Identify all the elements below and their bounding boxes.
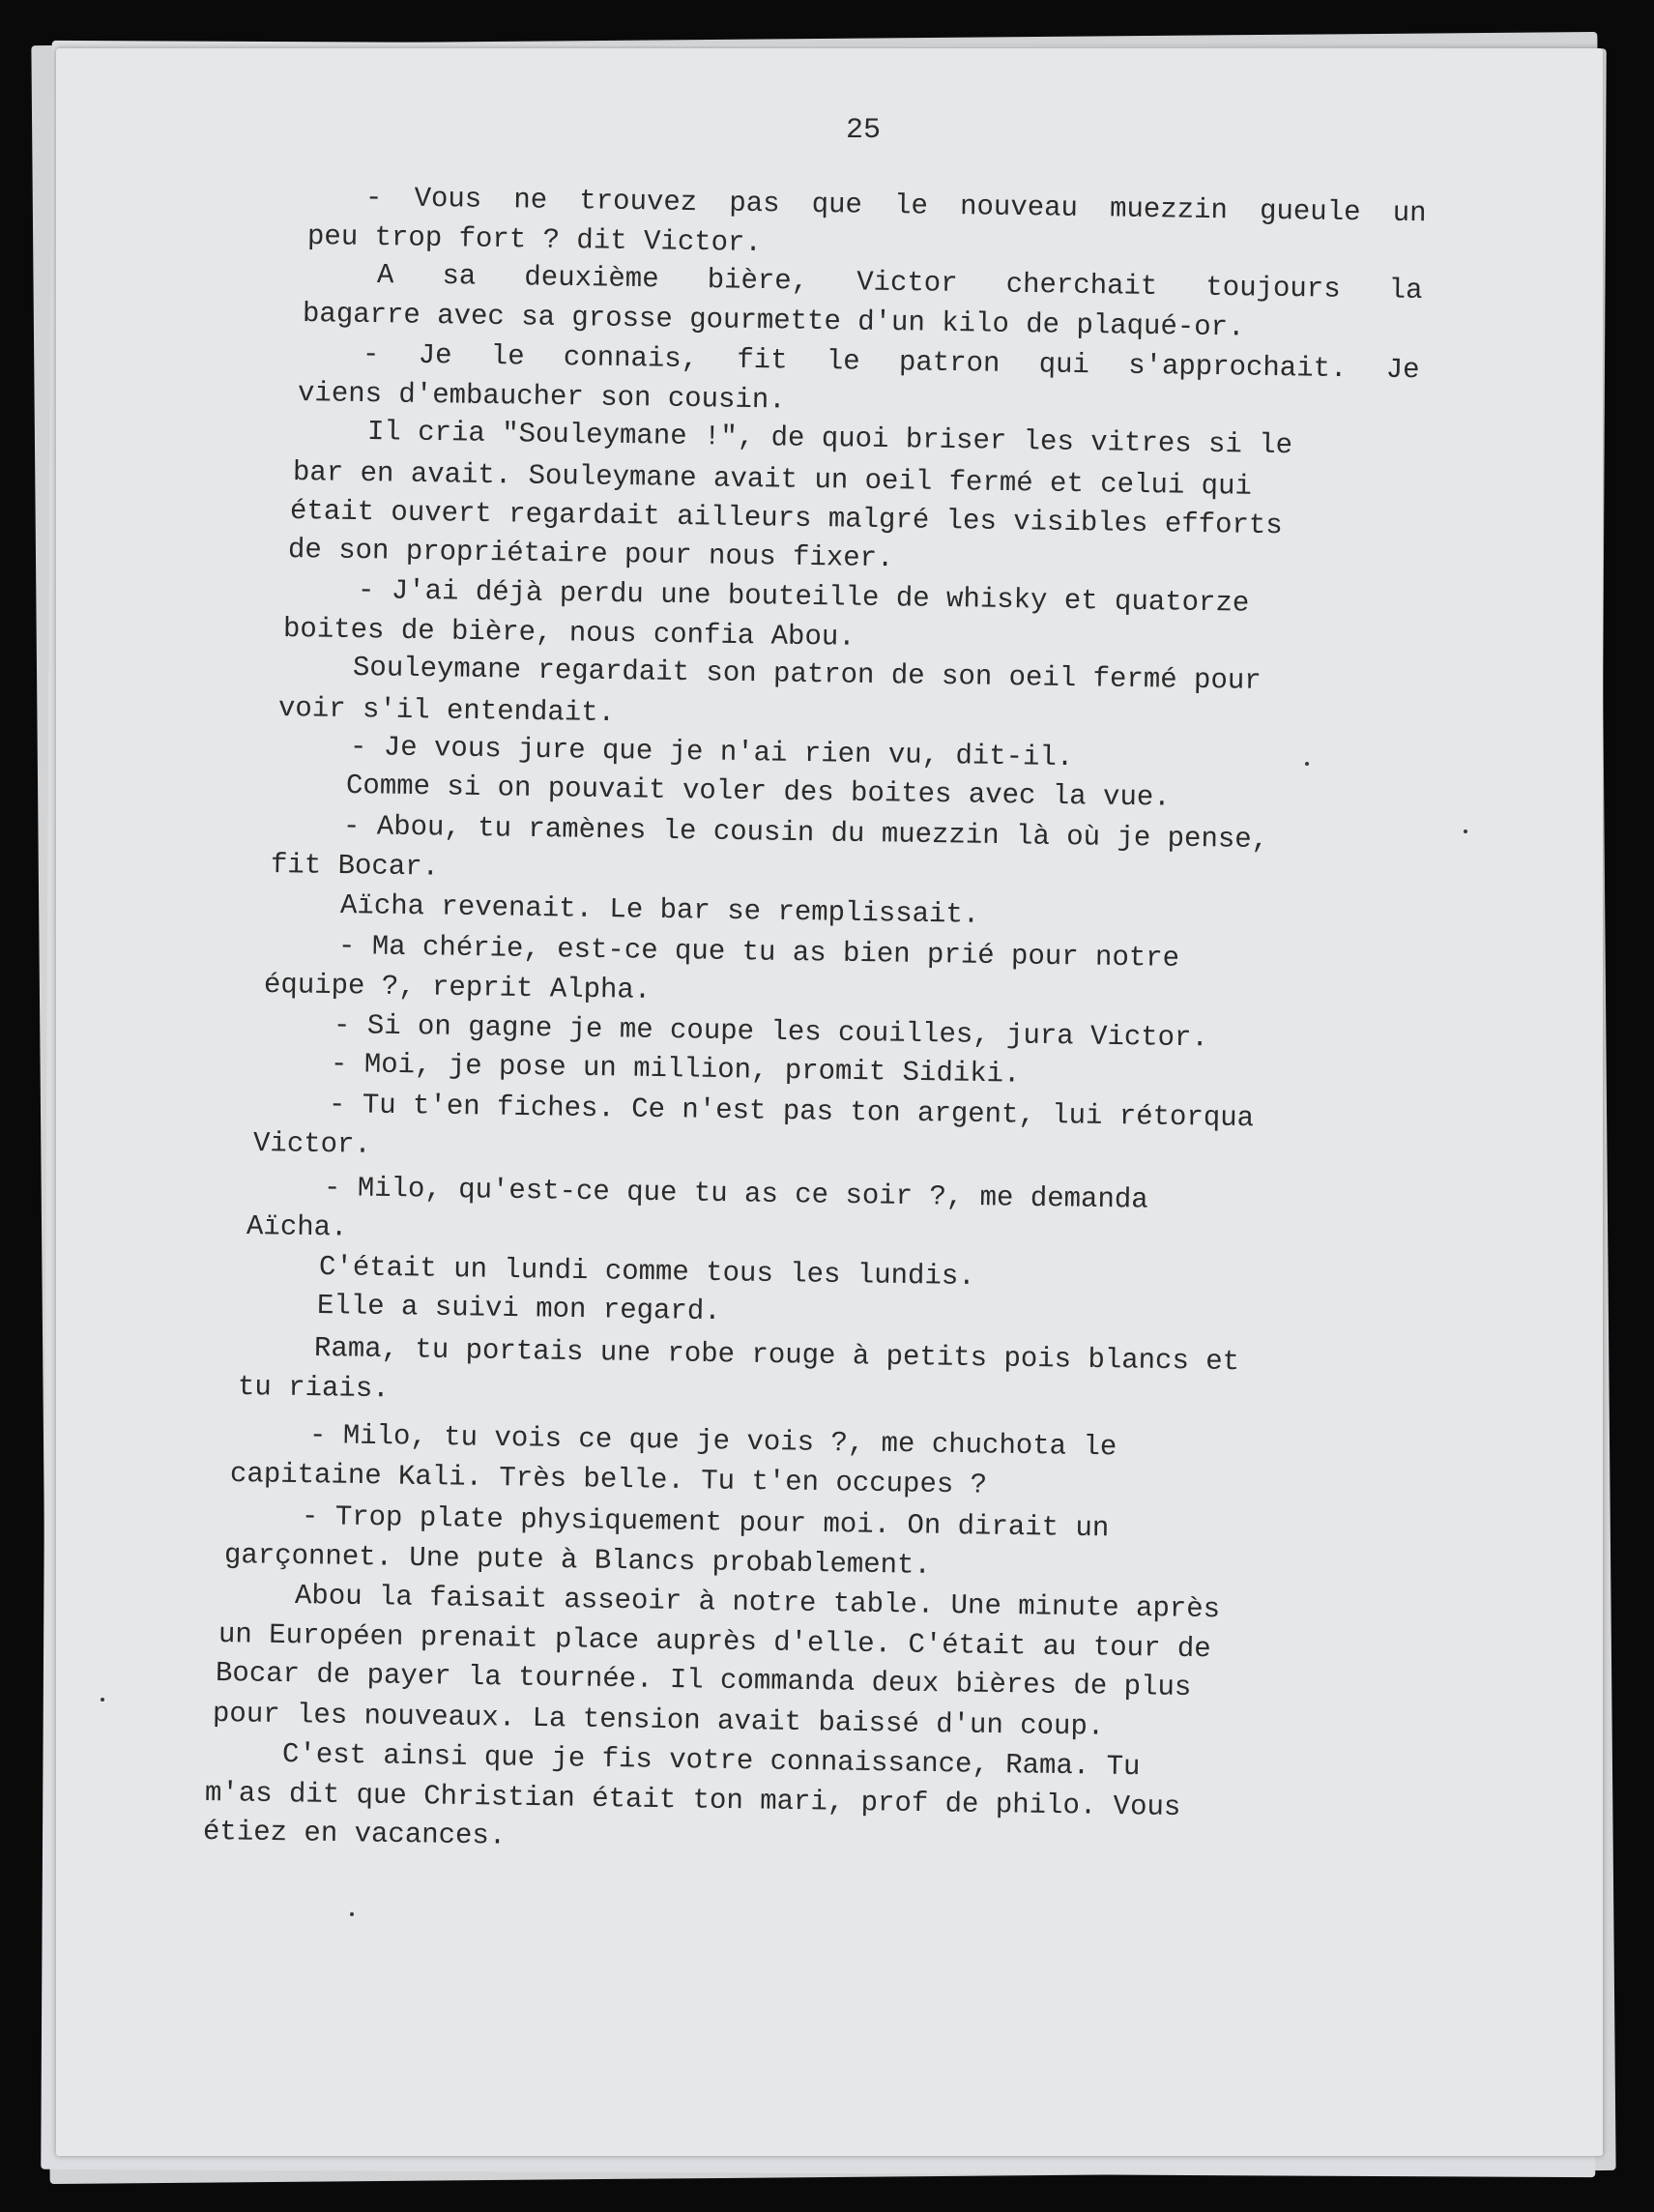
paper-speck (1464, 830, 1467, 833)
text-line: - Tu t'en fiches. Ce n'est pas ton argent, lui rétorqua (328, 1089, 1255, 1135)
paper-speck (1305, 762, 1309, 766)
text-line: était ouvert regardait ailleurs malgré les visibles efforts (289, 495, 1283, 542)
text-line: Abou la faisait asseoir à notre table. Une minute après (294, 1580, 1221, 1626)
text-line: - Milo, tu vois ce que je vois ?, me chuchota le (308, 1419, 1117, 1464)
text-line: Bocar de payer la tournée. Il commanda deux bières de plus (215, 1657, 1192, 1703)
text-line: pour les nouveaux. La tension avait baissé d'un coup. (212, 1698, 1105, 1743)
text-line: de son propriétaire pour nous fixer. (287, 534, 894, 575)
text-line: - Vous ne trouvez pas que le nouveau muezzin gueule un (364, 182, 1427, 230)
text-line: - Si on gagne je me coupe les couilles, jura Victor. (333, 1009, 1209, 1055)
text-line: Aïcha. (246, 1210, 348, 1244)
text-line: - Je le connais, fit le patron qui s'approchait. Je (362, 338, 1420, 387)
text-line: fit Bocar. (270, 849, 440, 884)
text-line: Il cria "Souleymane !", de quoi briser les vitres si le (366, 416, 1293, 462)
text-line: - Ma chérie, est-ce que tu as bien prié pour notre (337, 930, 1180, 975)
text-line: - Abou, tu ramènes le cousin du muezzin là où je pense, (342, 810, 1269, 857)
paper-speck (101, 1698, 104, 1702)
text-line: bagarre avec sa grosse gourmette d'un kilo de plaqué-or. (302, 298, 1245, 344)
text-line: - Trop plate physiquement pour moi. On dirait un (301, 1500, 1110, 1545)
text-line: A sa deuxième bière, Victor cherchait toujours la (376, 259, 1423, 307)
text-line: Aïcha revenait. Le bar se remplissait. (339, 889, 980, 931)
paper-speck (350, 1912, 354, 1916)
text-line: peu trop fort ? dit Victor. (306, 220, 763, 259)
text-line: Elle a suivi mon regard. (316, 1290, 721, 1328)
text-line: - Je vous jure que je n'ai rien vu, dit-il. (349, 731, 1074, 774)
text-line: viens d'embaucher son cousin. (297, 377, 786, 417)
text-line: Comme si on pouvait voler des boites avec la vue. (345, 770, 1171, 814)
text-line: boites de bière, nous confia Abou. (282, 613, 856, 654)
text-line: C'est ainsi que je fis votre connaissance, Rama. Tu (281, 1738, 1141, 1784)
text-line: Souleymane regardait son patron de son oeil fermé pour (352, 652, 1262, 697)
text-line: tu riais. (237, 1371, 390, 1406)
page-number: 25 (846, 114, 882, 147)
text-line: Victor. (252, 1127, 372, 1161)
text-line: étiez en vacances. (202, 1816, 507, 1852)
text-line: équipe ?, reprit Alpha. (263, 969, 652, 1006)
text-line: - Milo, qu'est-ce que tu as ce soir ?, me demanda (323, 1172, 1148, 1216)
text-line: capitaine Kali. Très belle. Tu t'en occupes ? (229, 1458, 988, 1501)
text-line: garçonnet. Une pute à Blancs probablement. (223, 1539, 932, 1582)
text-line: un Européen prenait place auprès d'elle. C'était au tour de (218, 1618, 1211, 1666)
text-line: Rama, tu portais une robe rouge à petits pois blancs et (313, 1332, 1240, 1379)
text-line: - Moi, je pose un million, promit Sidiki. (330, 1048, 1021, 1091)
text-line: bar en avait. Souleymane avait un oeil fermé et celui qui (292, 456, 1253, 503)
text-line: voir s'il entendait. (277, 692, 616, 730)
text-line: - J'ai déjà perdu une bouteille de whisky et quatorze (357, 574, 1250, 620)
text-line: m'as dit que Christian était ton mari, prof de philo. Vous (204, 1777, 1181, 1823)
text-line: C'était un lundi comme tous les lundis. (318, 1251, 975, 1294)
